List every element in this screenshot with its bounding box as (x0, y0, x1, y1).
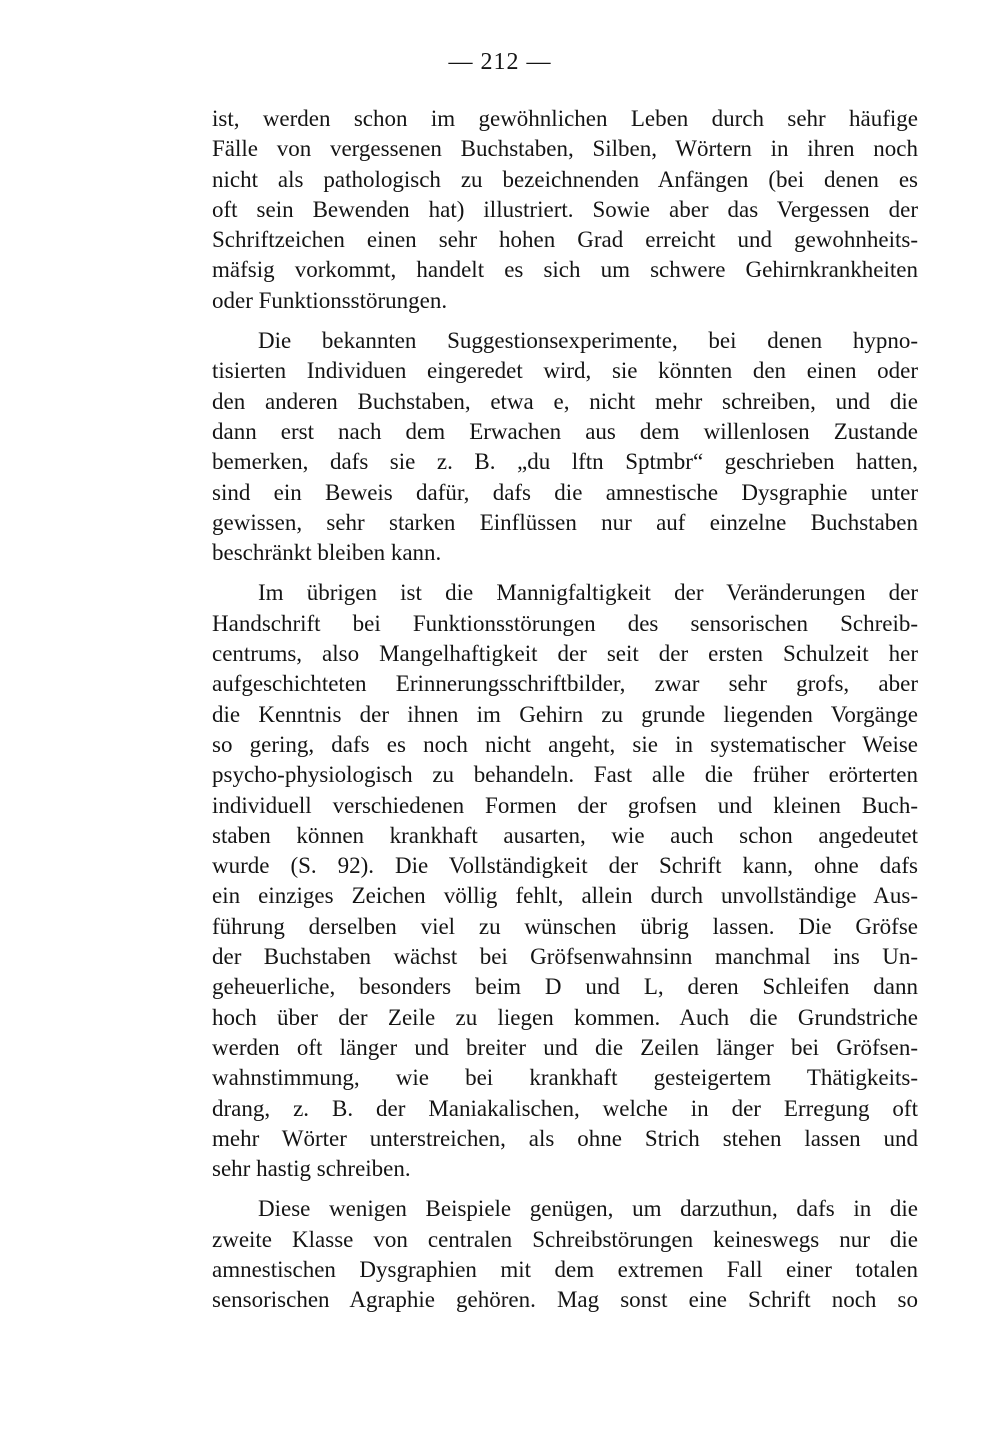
paragraph (212, 104, 918, 316)
text-line: Schriftzeichen einen sehr hohen Grad erreicht und gewohnheits- (212, 227, 918, 253)
text-line: so gering, dafs es noch nicht angeht, sie in systematischer Weise (212, 731, 918, 757)
text-line: hoch über der Zeile zu liegen kommen. Auch die Grundstriche (212, 1004, 918, 1030)
text-line: ein einziges Zeichen völlig fehlt, allein durch unvollständige Aus- (212, 883, 918, 909)
text-line: dann erst nach dem Erwachen aus dem willenlosen Zustande (212, 418, 918, 444)
text-line: wahnstimmung, wie bei krankhaft gesteigertem Thätigkeits- (212, 1065, 918, 1091)
text-line: führung derselben viel zu wünschen übrig lassen. Die Gröfse (212, 913, 918, 939)
text-line: oder Funktionsstörungen. (212, 287, 448, 313)
text-line: beschränkt bleiben kann. (212, 540, 442, 566)
text-line: bemerken, dafs sie z. B. „du lftn Sptmbr“ geschrieben hatten, (212, 449, 918, 475)
text-line: geheuerliche, besonders beim D und L, deren Schleifen dann (212, 974, 918, 1000)
text-line: staben können krankhaft ausarten, wie auch schon angedeutet (212, 822, 918, 848)
text-line: zweite Klasse von centralen Schreibstörungen keineswegs nur die (212, 1226, 918, 1252)
text-line: drang, z. B. der Maniakalischen, welche in der Erregung oft (212, 1095, 918, 1121)
body-text (212, 104, 918, 1316)
text-line: Die bekannten Suggestionsexperimente, bei denen hypno- (258, 328, 918, 354)
text-line: den anderen Buchstaben, etwa e, nicht mehr schreiben, und die (212, 388, 918, 414)
text-line: sensorischen Agraphie gehören. Mag sonst eine Schrift noch so (212, 1287, 918, 1313)
text-line: Handschrift bei Funktionsstörungen des sensorischen Schreib- (212, 610, 918, 636)
paragraph-gap (212, 568, 918, 578)
text-line: Diese wenigen Beispiele genügen, um darzuthun, dafs in die (258, 1196, 918, 1222)
text-line: die Kenntnis der ihnen im Gehirn zu grunde liegenden Vorgänge (212, 701, 918, 727)
text-line: wurde (S. 92). Die Vollständigkeit der Schrift kann, ohne dafs (212, 853, 918, 879)
paragraph (212, 1194, 918, 1315)
text-line: oft sein Bewenden hat) illustriert. Sowie aber das Vergessen der (212, 196, 918, 222)
paragraph-gap (212, 316, 918, 326)
paragraph (212, 326, 918, 568)
text-line: Fälle von vergessenen Buchstaben, Silben, Wörtern in ihren noch (212, 136, 918, 162)
text-line: centrums, also Mangelhaftigkeit der seit der ersten Schulzeit her (212, 641, 918, 667)
text-line: ist, werden schon im gewöhnlichen Leben durch sehr häufige (212, 106, 918, 131)
text-line: der Buchstaben wächst bei Gröfsenwahnsinn manchmal ins Un- (212, 944, 918, 970)
text-line: Im übrigen ist die Mannigfaltigkeit der Veränderungen der (258, 580, 918, 606)
text-line: tisierten Individuen eingeredet wird, sie könnten den einen oder (212, 358, 918, 384)
page-number: — 212 — (448, 49, 552, 75)
text-line: werden oft länger und breiter und die Zeilen länger bei Gröfsen- (212, 1034, 918, 1060)
text-line: individuell verschiedenen Formen der grofsen und kleinen Buch- (212, 792, 918, 818)
text-line: psycho-physiologisch zu behandeln. Fast alle die früher erörterten (212, 762, 918, 788)
text-line: gewissen, sehr starken Einflüssen nur auf einzelne Buchstaben (212, 509, 918, 535)
text-line: nicht als pathologisch zu bezeichnenden Anfängen (bei denen es (212, 166, 918, 192)
text-line: mehr Wörter unterstreichen, als ohne Strich stehen lassen und (212, 1125, 918, 1151)
paragraph-gap (212, 1184, 918, 1194)
text-line: aufgeschichteten Erinnerungsschriftbilder, zwar sehr grofs, aber (212, 671, 918, 697)
text-line: sehr hastig schreiben. (212, 1156, 411, 1182)
text-line: amnestischen Dysgraphien mit dem extremen Fall einer totalen (212, 1256, 918, 1282)
text-line: mäfsig vorkommt, handelt es sich um schwere Gehirnkrankheiten (212, 257, 918, 283)
paragraph (212, 578, 918, 1184)
text-line: sind ein Beweis dafür, dafs die amnestische Dysgraphie unter (212, 479, 918, 505)
